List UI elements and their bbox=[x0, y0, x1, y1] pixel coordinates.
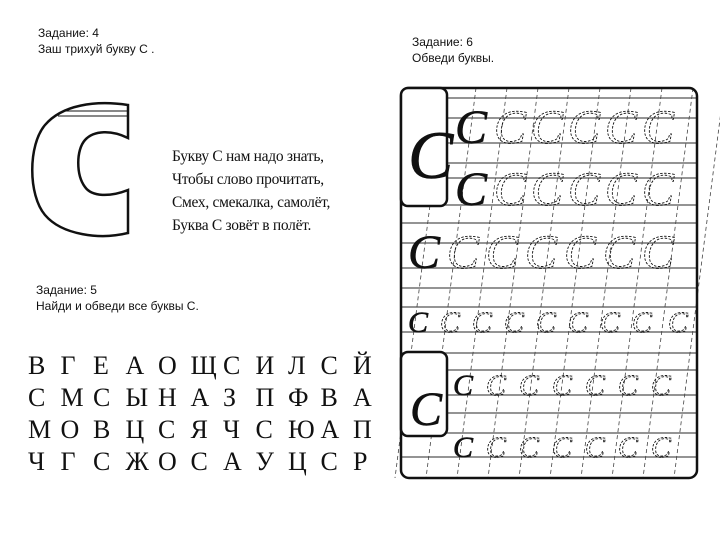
grid-letter[interactable]: О bbox=[158, 447, 177, 476]
big-letter-outline bbox=[32, 103, 128, 236]
grid-letter[interactable]: Ф bbox=[288, 383, 309, 412]
trace-letter: С bbox=[632, 306, 653, 339]
grid-letter[interactable]: В bbox=[320, 383, 338, 412]
trace-letter: С bbox=[536, 306, 557, 339]
grid-letter[interactable]: В bbox=[28, 351, 46, 380]
trace-letter: С bbox=[605, 163, 638, 216]
grid-letter[interactable]: Щ bbox=[190, 351, 217, 380]
grid-letter[interactable]: А bbox=[223, 447, 242, 476]
trace-letter: С bbox=[552, 369, 573, 402]
grid-letter[interactable]: Л bbox=[288, 351, 306, 380]
grid-letter[interactable]: Ы bbox=[125, 383, 149, 412]
tracing-sheet bbox=[395, 88, 720, 478]
letter-grid bbox=[28, 350, 386, 478]
trace-letter: С bbox=[440, 306, 461, 339]
grid-letter[interactable]: Ж bbox=[125, 447, 149, 476]
grid-letter[interactable]: О bbox=[158, 351, 177, 380]
grid-letter[interactable]: С bbox=[255, 415, 273, 444]
letter-row bbox=[28, 350, 386, 382]
letter-row bbox=[28, 414, 386, 446]
grid-letter[interactable]: У bbox=[255, 447, 274, 476]
trace-letter: С bbox=[568, 163, 601, 216]
task-4-title: Задание: 4 bbox=[38, 26, 99, 40]
task-4-instruction: Заш трихуй букву С . bbox=[38, 42, 155, 56]
trace-letter: С bbox=[531, 163, 564, 216]
task-5-instruction: Найди и обведи все буквы С. bbox=[36, 299, 199, 313]
trace-letter: С bbox=[585, 369, 606, 402]
letter-row bbox=[28, 382, 386, 414]
grid-letter[interactable]: Ч bbox=[28, 447, 45, 476]
trace-letter: С bbox=[531, 101, 564, 154]
poem-line: Чтобы слово прочитать, bbox=[172, 171, 324, 188]
poem-line: Буква С зовёт в полёт. bbox=[172, 217, 312, 234]
grid-letter[interactable]: И bbox=[255, 351, 275, 380]
trace-letter: С bbox=[504, 306, 525, 339]
trace-letter: С bbox=[447, 226, 480, 279]
grid-letter[interactable]: А bbox=[320, 415, 340, 444]
trace-letter: С bbox=[519, 369, 540, 402]
trace-letter: С bbox=[642, 226, 675, 279]
trace-letter: С bbox=[564, 226, 597, 279]
trace-letter: С bbox=[568, 101, 601, 154]
trace-letter: С bbox=[455, 101, 488, 154]
trace-letter: С bbox=[472, 306, 493, 339]
grid-letter[interactable]: С bbox=[190, 447, 208, 476]
grid-letter[interactable]: С bbox=[223, 351, 241, 380]
grid-letter[interactable]: З bbox=[223, 383, 237, 412]
trace-letter: С bbox=[486, 226, 519, 279]
trace-letter: С bbox=[603, 226, 636, 279]
trace-letter: С bbox=[408, 306, 429, 339]
task-6-header bbox=[412, 34, 494, 66]
trace-letter: С bbox=[651, 431, 672, 464]
trace-letter: С bbox=[600, 306, 621, 339]
trace-letter: С bbox=[605, 101, 638, 154]
grid-letter[interactable]: П bbox=[255, 383, 275, 412]
grid-letter[interactable]: Ч bbox=[223, 415, 240, 444]
trace-letter: С bbox=[525, 226, 558, 279]
task-5-title: Задание: 5 bbox=[36, 283, 97, 297]
trace-letter: С bbox=[453, 369, 474, 402]
grid-letter[interactable]: О bbox=[60, 415, 80, 444]
trace-letter: С bbox=[408, 226, 441, 279]
grid-letter[interactable]: Г bbox=[60, 351, 76, 380]
grid-letter[interactable]: Й bbox=[353, 351, 372, 380]
letter-row bbox=[28, 446, 386, 478]
sample-letter: С bbox=[408, 117, 454, 193]
trace-letter: С bbox=[486, 369, 507, 402]
trace-letter: С bbox=[455, 163, 488, 216]
task-5-header bbox=[36, 282, 199, 314]
grid-letter[interactable]: Я bbox=[190, 415, 208, 444]
grid-letter[interactable]: С bbox=[158, 415, 176, 444]
grid-letter[interactable]: С bbox=[93, 447, 111, 476]
grid-letter[interactable]: П bbox=[353, 415, 372, 444]
task-6-instruction: Обведи буквы. bbox=[412, 51, 495, 65]
poem-line: Смех, смекалка, самолёт, bbox=[172, 194, 331, 211]
grid-letter[interactable]: Г bbox=[60, 447, 76, 476]
grid-letter[interactable]: А bbox=[190, 383, 210, 412]
trace-letter: С bbox=[668, 306, 689, 339]
trace-letter: С bbox=[519, 431, 540, 464]
task-6-title: Задание: 6 bbox=[412, 35, 473, 49]
trace-letter: С bbox=[651, 369, 672, 402]
grid-letter[interactable]: С bbox=[93, 383, 111, 412]
trace-letter: С bbox=[618, 431, 639, 464]
trace-letter: С bbox=[453, 431, 474, 464]
grid-letter[interactable]: М bbox=[28, 415, 52, 444]
trace-letter: С bbox=[568, 306, 589, 339]
trace-letter: С bbox=[494, 101, 527, 154]
trace-letter: С bbox=[494, 163, 527, 216]
grid-letter[interactable]: Н bbox=[158, 383, 177, 412]
grid-letter[interactable]: Р bbox=[353, 447, 368, 476]
poem-line: Букву С нам надо знать, bbox=[172, 148, 324, 165]
trace-letter: С bbox=[585, 431, 606, 464]
trace-letter: С bbox=[552, 431, 573, 464]
grid-letter[interactable]: Ю bbox=[288, 415, 315, 444]
grid-letter[interactable]: С bbox=[320, 447, 338, 476]
trace-letter: С bbox=[642, 101, 675, 154]
grid-letter[interactable]: А bbox=[353, 383, 372, 412]
grid-letter[interactable]: С bbox=[320, 351, 338, 380]
grid-letter[interactable]: С bbox=[28, 383, 46, 412]
trace-letter: С bbox=[486, 431, 507, 464]
sample-letter: С bbox=[410, 383, 443, 436]
grid-letter[interactable]: А bbox=[125, 351, 145, 380]
grid-letter[interactable]: Ц bbox=[125, 415, 145, 444]
grid-letter[interactable]: Ц bbox=[288, 447, 307, 476]
grid-letter[interactable]: В bbox=[93, 415, 111, 444]
trace-letter: С bbox=[642, 163, 675, 216]
trace-letter: С bbox=[618, 369, 639, 402]
grid-letter[interactable]: Е bbox=[93, 351, 109, 380]
grid-letter[interactable]: М bbox=[60, 383, 84, 412]
poem bbox=[172, 145, 330, 237]
